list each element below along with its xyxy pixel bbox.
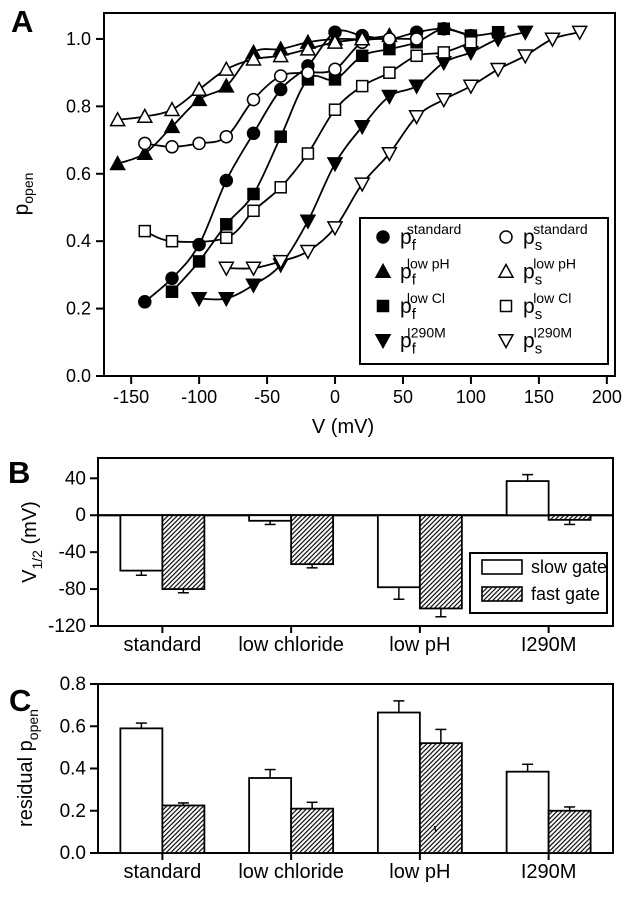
legend-label-slow-gate: slow gate [531,557,608,577]
legend-label-pf-I290M: $p_fI290M$ [400,324,446,358]
category-label: I290M [520,861,577,883]
x-tick-label: 200 [591,387,622,407]
square-marker [221,232,232,243]
triangle-up-marker [219,62,233,75]
square-marker [330,104,341,115]
y-tick-label: 0 [75,505,86,527]
y-axis-title: $p_{open}$ [10,172,36,216]
triangle-down-marker [491,64,505,77]
x-axis-title: V (mV) [311,416,375,438]
bar-slow-gate-standard [120,515,162,570]
triangle-up-marker [165,103,179,116]
panel-c-label: C [9,683,32,718]
bar-slow-gate-low-chloride [249,515,291,521]
square-marker [275,182,286,193]
square-marker [357,50,368,61]
bar-fast-gate-I290M [549,811,591,853]
y-axis-title: $V_{1/2}$ (mV) [19,501,45,583]
circle-marker [329,63,341,75]
triangle-down-marker [491,33,505,46]
y-tick-label: -80 [58,579,86,601]
x-tick-label: 0 [330,387,341,407]
square-marker [167,236,178,247]
circle-marker [275,70,287,82]
triangle-down-marker [464,80,478,93]
square-marker [139,226,150,237]
y-tick-label: 0.4 [59,758,86,780]
legend-swatch-slow-gate [482,560,522,574]
square-marker [465,37,476,48]
circle-marker [166,272,178,284]
bar-fast-gate-standard [162,805,204,853]
square-marker [248,189,259,200]
y-tick-label: 0.0 [65,366,91,386]
bar-fast-gate-low-pH [420,743,462,853]
triangle-down-marker [410,80,424,93]
circle-marker [139,296,151,308]
circle-marker [139,137,151,149]
bar-fast-gate-low-pH [420,515,462,608]
bar-slow-gate-I290M [507,481,549,515]
x-tick-label: 100 [455,387,486,407]
y-tick-label: 0.2 [59,800,86,822]
legend-marker-ps-low-Cl [501,301,512,312]
bar-fast-gate-standard [162,515,204,589]
legend-swatch-fast-gate [482,587,522,601]
panel-a-label: A [11,4,34,39]
circle-marker [383,33,395,45]
legend-label-pf-standard: $p_fstandard$ [400,221,462,254]
y-tick-label: 0.2 [65,298,91,319]
x-tick-label: -150 [113,387,150,407]
y-tick-label: -40 [58,542,86,564]
circle-marker [193,137,205,149]
circle-marker [275,84,287,96]
bar-fast-gate-I290M [549,515,591,520]
square-marker [438,23,449,34]
circle-marker [302,67,314,79]
legend-marker-pf-low-Cl [378,301,389,312]
y-axis-title: residual $p_{open}$ [15,709,41,827]
square-marker [275,131,286,142]
y-tick-label: 0.0 [59,843,86,864]
triangle-down-marker [247,279,261,292]
triangle-down-marker [546,33,560,46]
legend-label-ps-low-Cl: $p_slow$ Cl [523,290,572,323]
triangle-down-marker [328,158,342,171]
y-tick-label: 0.6 [65,163,91,184]
y-tick-label: 0.8 [59,674,86,695]
category-label: low pH [389,861,451,883]
circle-marker [220,175,232,187]
bar-slow-gate-low-pH [378,713,420,853]
square-marker [167,286,178,297]
panel-b-label: B [8,455,31,490]
x-tick-label: 150 [523,387,554,407]
category-label: standard [123,634,202,656]
square-marker [438,47,449,58]
category-label: standard [123,861,202,883]
bar-slow-gate-low-pH [378,515,420,587]
panel-a-chart [0,0,630,440]
panel-c-chart [0,660,630,899]
legend-label-pf-low-pH: $p_flow$ pH [400,255,450,289]
triangle-down-marker [518,50,532,63]
triangle-down-marker [355,178,369,191]
circle-marker [166,141,178,153]
legend-label-ps-low-pH: $p_slow$ pH [523,255,576,289]
y-tick-label: 0.4 [65,231,91,252]
circle-marker [411,33,423,45]
category-label: low pH [389,634,451,656]
y-tick-label: -120 [47,616,86,637]
circle-marker [193,239,205,251]
panel-b-chart [0,440,630,660]
circle-marker [220,131,232,143]
legend-label-ps-I290M: $p_sI290M$ [523,324,573,358]
circle-marker [248,94,260,106]
triangle-down-marker [437,94,451,107]
bar-slow-gate-low-chloride [249,778,291,853]
category-label: low chloride [238,634,344,656]
y-tick-label: 0.8 [65,96,91,117]
bar-fast-gate-low-chloride [291,515,333,564]
legend-marker-ps-standard [500,231,512,243]
y-tick-label: 1.0 [65,28,91,49]
legend-marker-pf-standard [377,231,389,243]
bar-slow-gate-I290M [507,772,549,853]
circle-marker [248,127,260,139]
square-marker [411,50,422,61]
square-marker [248,205,259,216]
triangle-down-marker [301,215,315,228]
triangle-down-marker [301,246,315,259]
x-tick-label: 50 [392,387,414,407]
square-marker [302,148,313,159]
x-tick-label: -100 [181,387,218,407]
legend-label-pf-low-Cl: $p_flow$ Cl [400,290,445,323]
bar-slow-gate-standard [120,728,162,853]
legend-label-fast-gate: fast gate [531,584,601,604]
y-tick-label: 0.6 [59,716,86,738]
x-tick-label: -50 [254,387,281,407]
square-marker [357,81,368,92]
legend-label-ps-standard: $p_sstandard$ [523,221,588,254]
square-marker [384,67,395,78]
square-marker [221,219,232,230]
category-label: I290M [520,634,577,656]
triangle-up-marker [192,83,206,96]
square-marker [194,256,205,267]
category-label: low chloride [238,861,344,883]
bar-fast-gate-low-chloride [291,809,333,853]
y-tick-label: 40 [64,468,86,490]
